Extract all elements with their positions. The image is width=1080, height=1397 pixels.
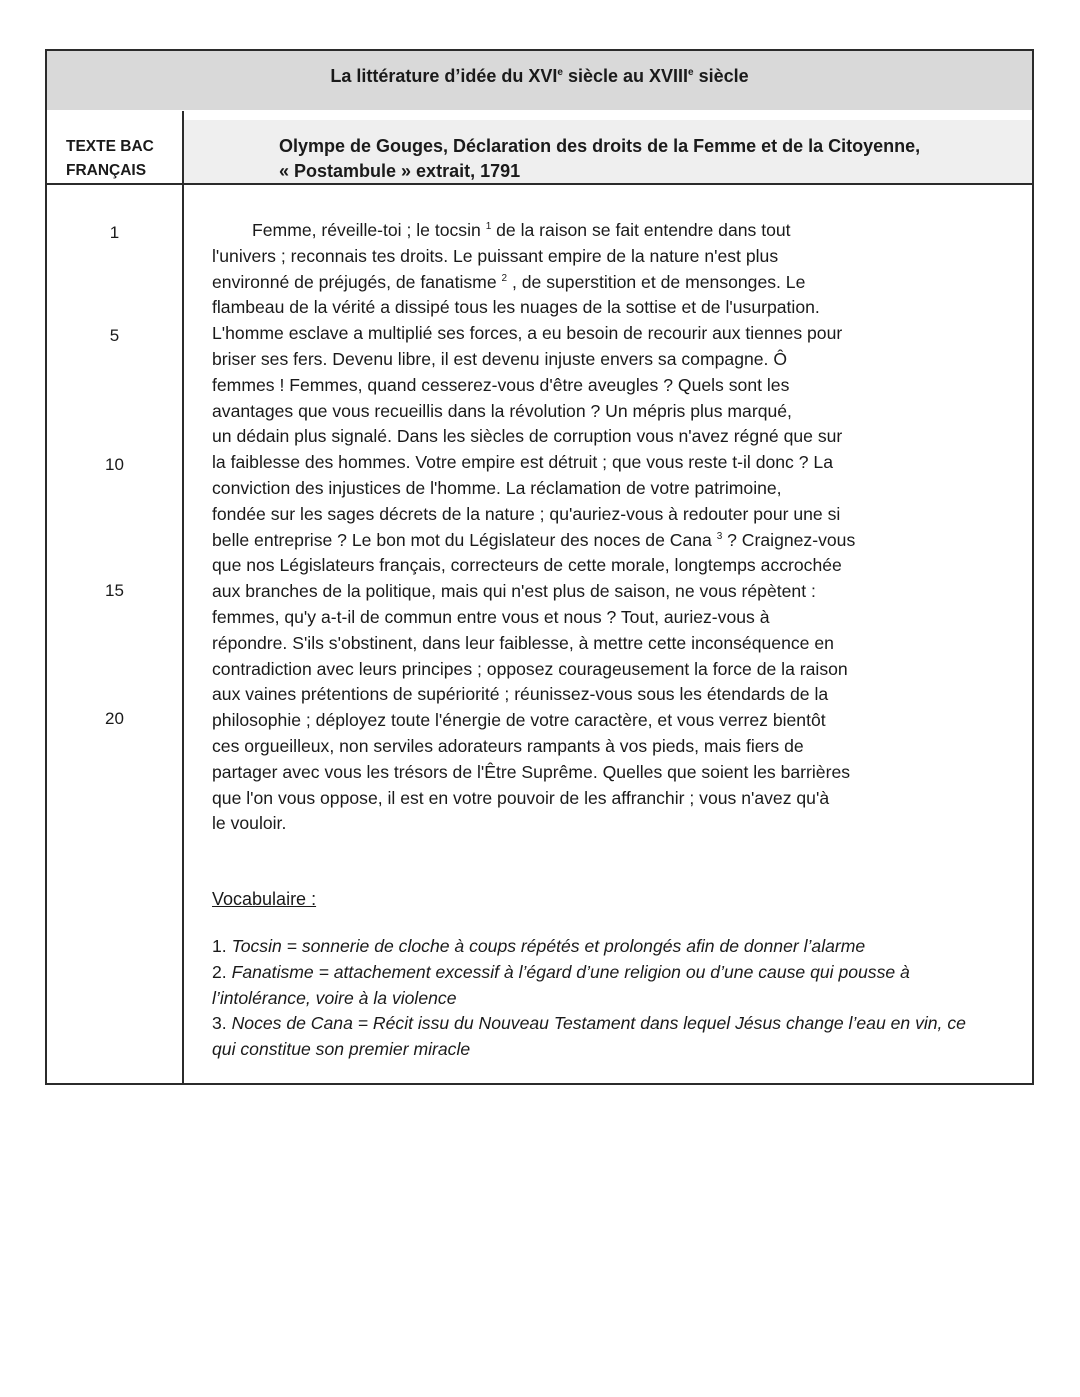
text-line: aux branches de la politique, mais qui n'est plus de saison, ne vous répètent : bbox=[212, 581, 816, 602]
text-line: femmes ! Femmes, quand cesserez-vous d'être aveugles ? Quels sont les bbox=[212, 374, 790, 395]
page-title: La littérature d’idée du XVIe siècle au XVIIIe siècle bbox=[330, 66, 749, 86]
vocabulary-title: Vocabulaire : bbox=[212, 889, 317, 909]
text-line: femmes, qu'y a-t-il de commun entre vous et nous ? Tout, auriez-vous à bbox=[212, 606, 770, 627]
text-line: contradiction avec leurs principes ; opposez courageusement la force de la raison bbox=[212, 658, 848, 679]
work-title: Olympe de Gouges, Déclaration des droits de la Femme et de la Citoyenne, « Postambule » extrait, 1791 bbox=[279, 136, 921, 181]
text-line: que nos Législateurs français, correcteurs de cette morale, longtemps accrochée bbox=[212, 555, 842, 576]
text-line: conviction des injustices de l'homme. La réclamation de votre patrimoine, bbox=[212, 477, 782, 498]
text-line: ces orgueilleux, non serviles adorateurs rampants à vos pieds, mais fiers de bbox=[212, 735, 804, 756]
text-line: Femme, réveille-toi ; le tocsin $^1$ de la raison se fait entendre dans tout bbox=[252, 220, 791, 240]
main-text bbox=[212, 218, 932, 837]
text-line: L'homme esclave a multiplié ses forces, a eu besoin de recourir aux tiennes pour bbox=[212, 323, 843, 344]
text-line: un dédain plus signalé. Dans les siècles de corruption vous n'avez régné que sur bbox=[212, 426, 843, 447]
text-line: répondre. S'ils s'obstinent, dans leur faiblesse, à mettre cette inconséquence en bbox=[212, 632, 834, 653]
note-item-continued: l’intolérance, voire à la violence bbox=[212, 987, 457, 1008]
note-item: 2. Fanatisme = attachement excessif à l’égard d’une religion ou d’une cause qui pousse à bbox=[212, 961, 910, 982]
document-table bbox=[45, 49, 1034, 1085]
text-line: avantages que vous recueillis dans la révolution ? Un mépris plus marqué, bbox=[212, 400, 792, 421]
vocabulary-notes bbox=[212, 934, 1012, 1063]
line-number: 10 bbox=[105, 455, 124, 474]
text-line: que l'on vous oppose, il est en votre pouvoir de les affranchir ; vous n'avez qu'à bbox=[212, 787, 830, 808]
text-line: belle entreprise ? Le bon mot du Législateur des noces de Cana $^3$ ? Craignez-vous bbox=[212, 529, 856, 550]
text-line: aux vaines prétentions de supériorité ; réunissez-vous sous les étendards de la bbox=[212, 684, 829, 705]
text-line: philosophie ; déployez toute l'énergie de votre caractère, et vous verrez bientôt bbox=[212, 710, 826, 731]
note-item: 1. Tocsin = sonnerie de cloche à coups répétés et prolongés afin de donner l’alarme bbox=[212, 936, 866, 956]
text-line: la faiblesse des hommes. Votre empire est détruit ; que vous reste t-il donc ? La bbox=[212, 452, 833, 473]
line-number: 15 bbox=[105, 581, 124, 600]
text-line: environné de préjugés, de fanatisme $^2$ , de superstition et de mensonges. Le bbox=[212, 271, 806, 292]
text-line: flambeau de la vérité a dissipé tous les nuages de la sottise et de l'usurpation. bbox=[212, 297, 820, 318]
text-line: le vouloir. bbox=[212, 813, 287, 834]
text-line: briser ses fers. Devenu libre, il est devenu injuste envers sa compagne. Ô bbox=[212, 348, 788, 369]
texte-bac-label: TEXTE BAC FRANÇAIS bbox=[66, 138, 154, 179]
line-number: 5 bbox=[109, 326, 120, 345]
note-item-continued: qui constitue son premier miracle bbox=[212, 1039, 471, 1060]
line-number: 1 bbox=[109, 223, 120, 242]
line-number: 20 bbox=[105, 709, 124, 728]
text-line: fondée sur les sages décrets de la nature ; qu'auriez-vous à redouter pour une si bbox=[212, 503, 841, 524]
text-line: partager avec vous les trésors de l'Être Suprême. Quelles que soient les barrières bbox=[212, 761, 851, 782]
text-line: l'univers ; reconnais tes droits. Le puissant empire de la nature n'est plus bbox=[212, 245, 779, 266]
note-item: 3. Noces de Cana = Récit issu du Nouveau Testament dans lequel Jésus change l’eau en vin, ce bbox=[212, 1013, 966, 1034]
column-divider bbox=[182, 111, 184, 1083]
title-band bbox=[47, 51, 1032, 110]
